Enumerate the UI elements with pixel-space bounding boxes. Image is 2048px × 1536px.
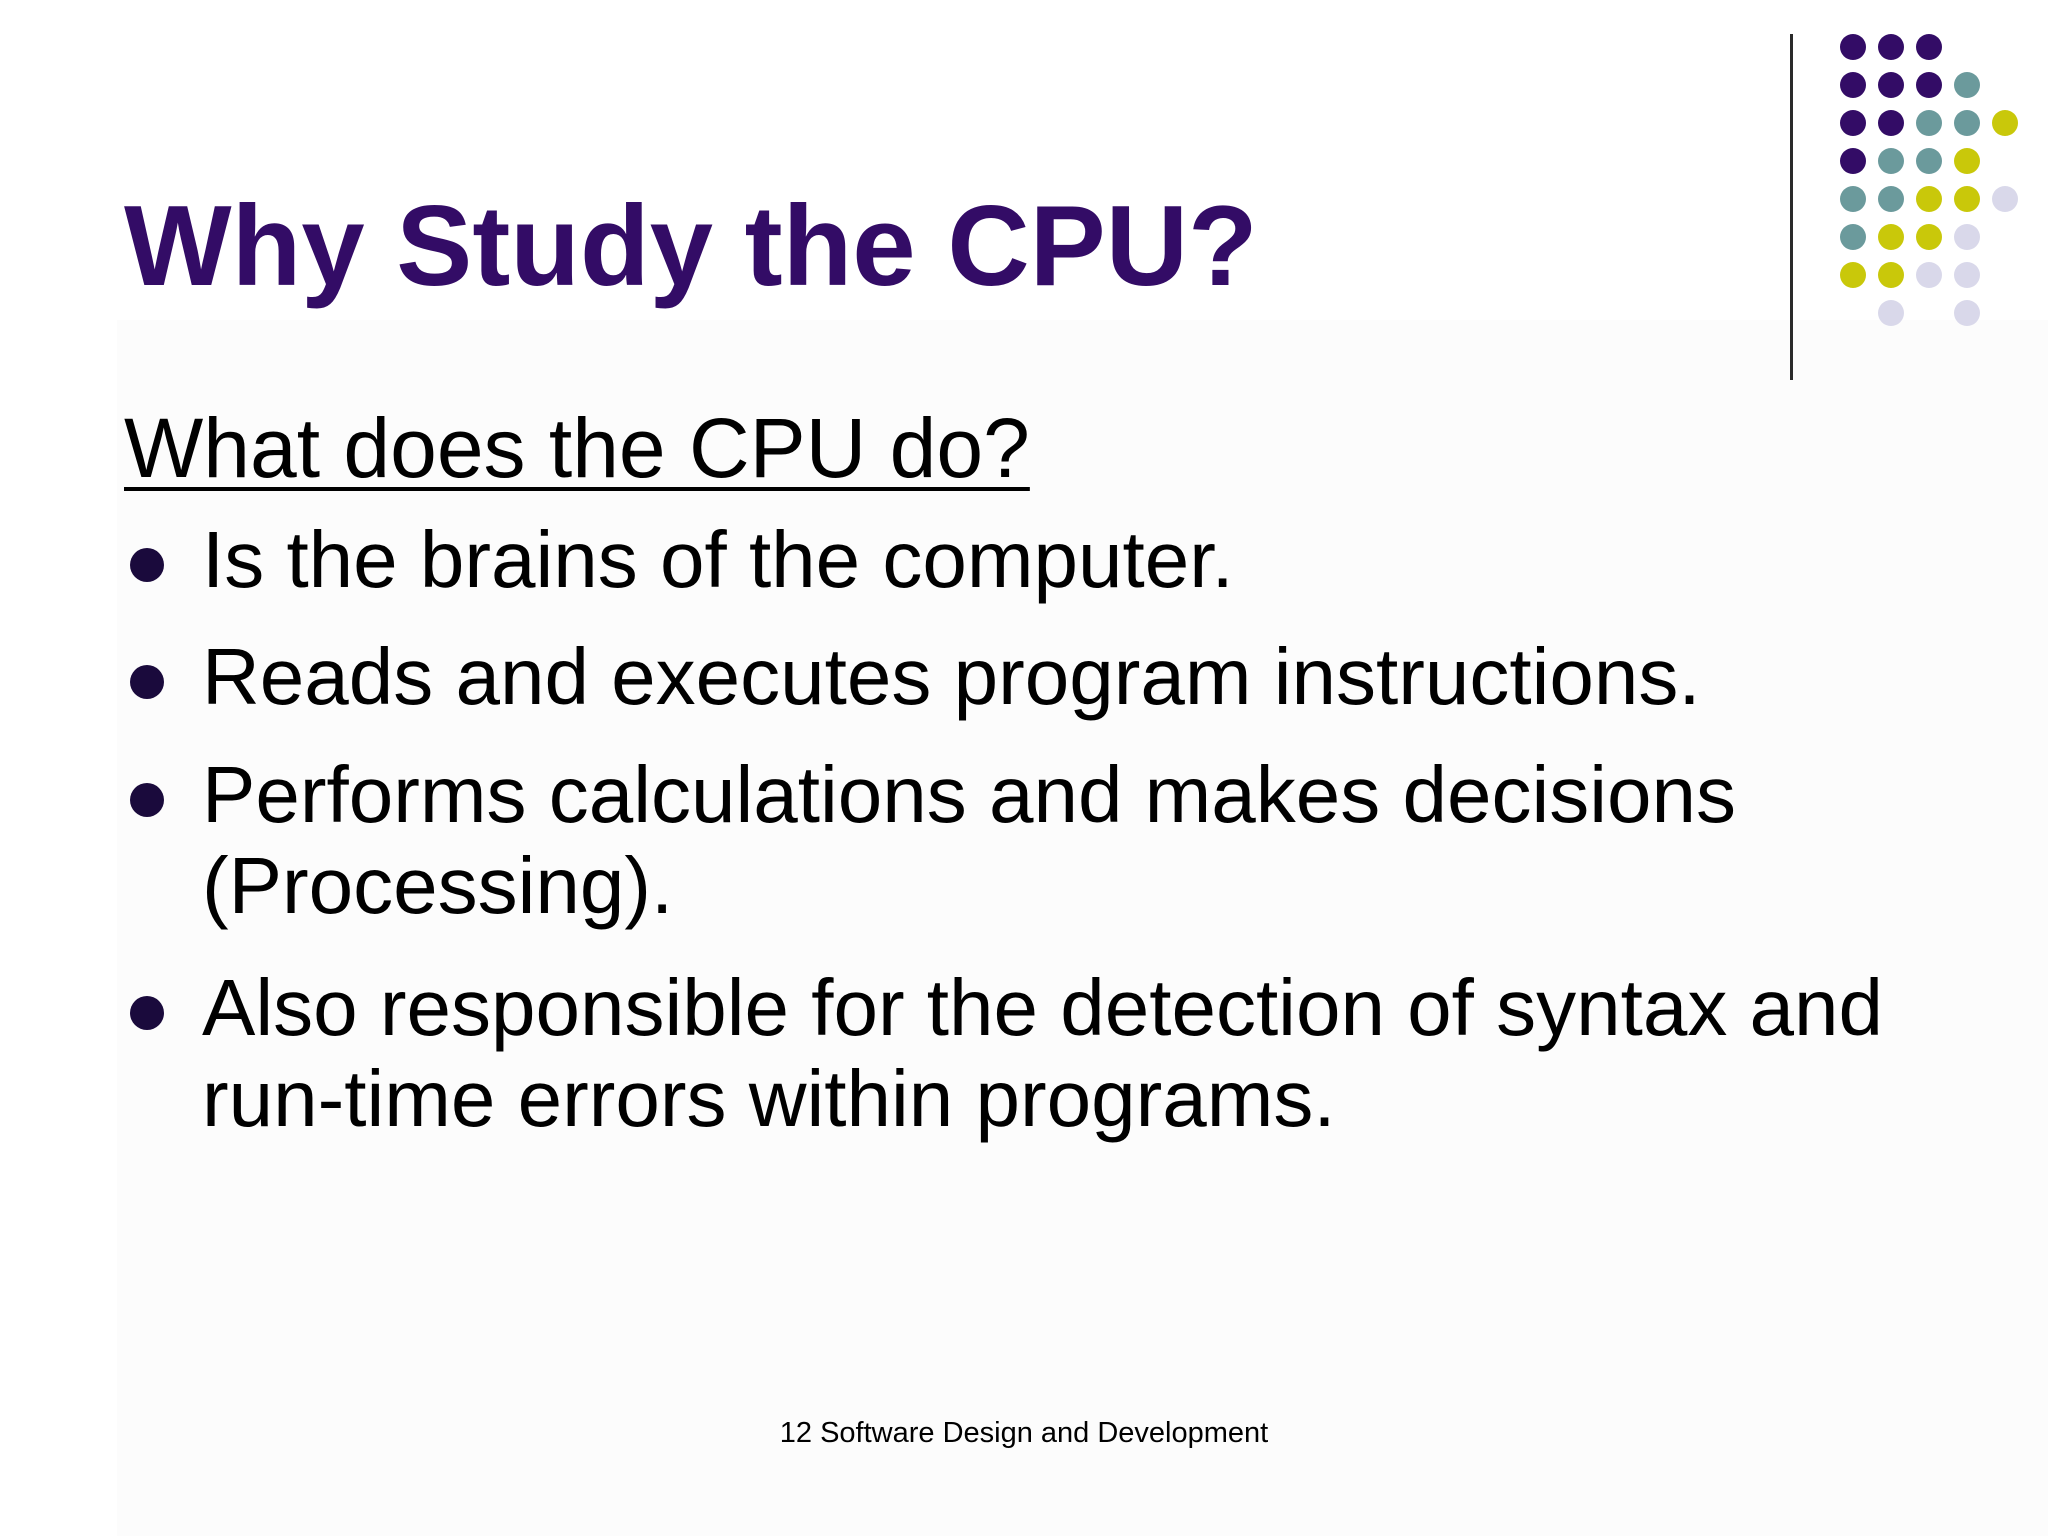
decorative-dot	[1878, 110, 1904, 136]
decorative-dot	[1878, 224, 1904, 250]
bullet-text: Performs calculations and makes decisions (Processing).	[202, 750, 1737, 930]
decorative-dot	[1840, 262, 1866, 288]
decorative-dot	[1878, 148, 1904, 174]
slide-subheading: What does the CPU do?	[124, 401, 1030, 495]
decorative-dot	[1840, 186, 1866, 212]
slide-title: Why Study the CPU?	[124, 183, 1258, 310]
bullet-text: Is the brains of the computer.	[202, 515, 1234, 604]
bullet-icon	[130, 548, 164, 582]
decorative-dot	[1954, 300, 1980, 326]
decorative-dot	[1954, 72, 1980, 98]
decorative-dot	[1954, 148, 1980, 174]
decorative-dot	[1954, 262, 1980, 288]
decorative-dot	[1992, 110, 2018, 136]
bullet-icon	[130, 996, 164, 1030]
decorative-dot	[1916, 262, 1942, 288]
bullet-icon	[130, 783, 164, 817]
decorative-dot	[1954, 110, 1980, 136]
decorative-dot	[1840, 148, 1866, 174]
decorative-dot	[1992, 186, 2018, 212]
decorative-dot	[1840, 72, 1866, 98]
bullet-text: Reads and executes program instructions.	[202, 632, 1701, 721]
decorative-dot	[1916, 224, 1942, 250]
bullet-icon	[130, 665, 164, 699]
decorative-dot	[1954, 224, 1980, 250]
decorative-dot	[1878, 300, 1904, 326]
decorative-dot	[1878, 72, 1904, 98]
decorative-dot	[1878, 262, 1904, 288]
decorative-dot	[1916, 148, 1942, 174]
decorative-dot	[1840, 110, 1866, 136]
bullet-text: Also responsible for the detection of syntax and run-time errors within programs.	[202, 963, 1884, 1143]
decorative-dot	[1916, 186, 1942, 212]
title-divider-line	[1790, 34, 1793, 380]
decorative-dot	[1878, 186, 1904, 212]
decorative-dot	[1916, 72, 1942, 98]
decorative-dot	[1840, 224, 1866, 250]
decorative-dot	[1916, 34, 1942, 60]
decorative-dot	[1916, 110, 1942, 136]
slide-footer: 12 Software Design and Development	[779, 1417, 1269, 1449]
decorative-dot	[1840, 34, 1866, 60]
decorative-dot	[1878, 34, 1904, 60]
decorative-dot	[1954, 186, 1980, 212]
